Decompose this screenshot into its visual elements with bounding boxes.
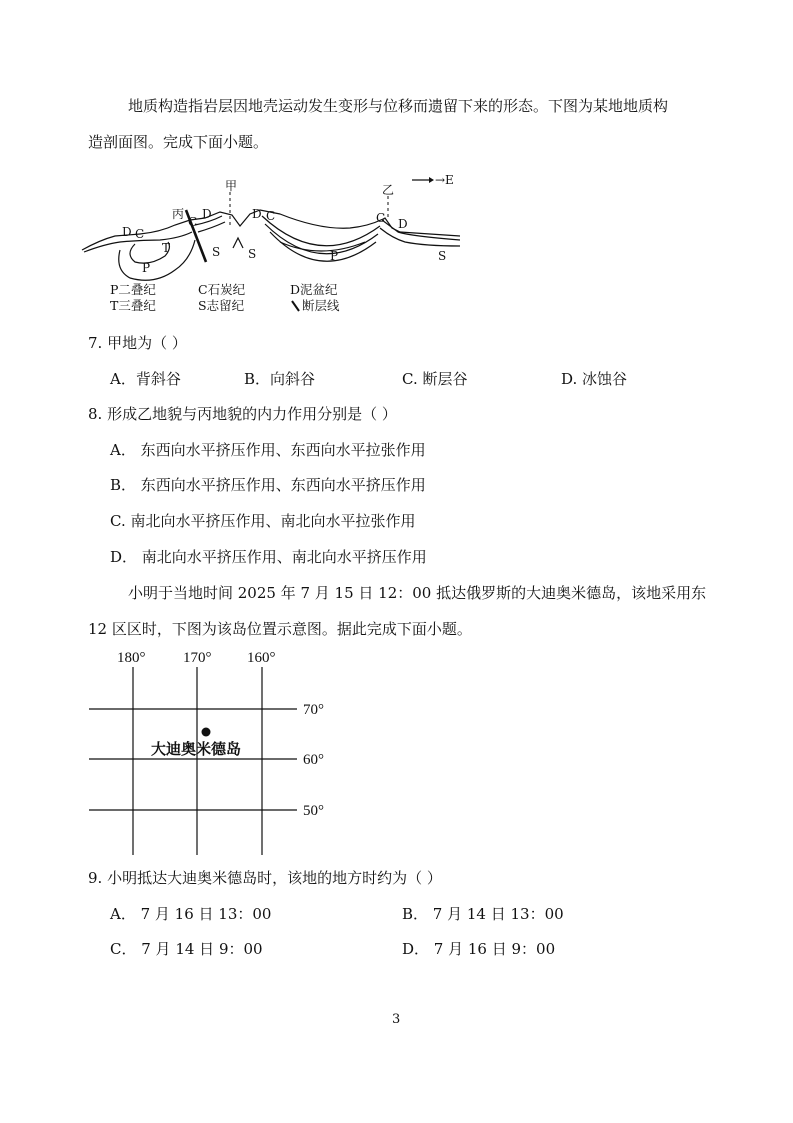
island-label: 大迪奥米德岛 (151, 740, 242, 758)
island-location-dot (202, 728, 211, 737)
intro-paragraph-line-2: 造剖面图。完成下面小题。 (88, 133, 269, 151)
question-9-option-d: D． 7 月 16 日 9：00 (402, 940, 556, 958)
question-9-stem: 9. 小明抵达大迪奥米德岛时，该地的地方时约为（ ） (88, 869, 442, 887)
legend-fault: 断层线 (302, 298, 340, 313)
direction-label: →E (435, 173, 454, 187)
question-9-option-a: A． 7 月 16 日 13：00 (110, 905, 272, 923)
question-9-option-b: B． 7 月 14 日 13：00 (402, 905, 564, 923)
question-8-option-b: B． 东西向水平挤压作用、东西向水平挤压作用 (110, 476, 426, 494)
label-d-mid: D (202, 207, 212, 221)
latitude-label-60: 60° (303, 752, 324, 768)
question-8-option-a: A． 东西向水平挤压作用、东西向水平拉张作用 (110, 441, 426, 459)
question-8-option-c: C. 南北向水平挤压作用、南北向水平拉张作用 (110, 512, 416, 530)
intro2-paragraph-line-2: 12 区区时，下图为该岛位置示意图。据此完成下面小题。 (88, 620, 472, 638)
island-location-map (85, 645, 345, 860)
label-yi: 乙 (382, 183, 395, 197)
label-p-right: P (330, 249, 339, 263)
question-7-option-a: A．背斜谷 (110, 370, 181, 388)
legend-d: D泥盆纪 (290, 282, 338, 297)
longitude-label-180: 180° (117, 650, 146, 666)
label-jia: 甲 (225, 179, 238, 193)
question-7-option-d: D. 冰蚀谷 (561, 370, 628, 388)
intro-paragraph-line-1: 地质构造指岩层因地壳运动发生变形与位移而遗留下来的形态。下图为某地地质构 (128, 97, 669, 115)
geology-cross-section (80, 170, 480, 320)
longitude-label-170: 170° (183, 650, 212, 666)
label-c-left: C (135, 227, 145, 241)
intro2-paragraph-line-1: 小明于当地时间 2025 年 7 月 15 日 12：00 抵达俄罗斯的大迪奥米德岛，该地采用东 (128, 584, 707, 602)
label-d-right: D (252, 207, 262, 221)
label-s-2: S (248, 247, 257, 261)
page-number: 3 (392, 1012, 401, 1027)
question-7-stem: 7. 甲地为（ ） (88, 334, 187, 352)
label-bing: 丙 (172, 207, 185, 221)
question-7-option-b: B．向斜谷 (244, 370, 316, 388)
question-9-option-c: C． 7 月 14 日 9：00 (110, 940, 263, 958)
label-s-3: S (438, 249, 447, 263)
label-p-left: P (142, 261, 151, 275)
legend-s: S志留纪 (198, 298, 245, 313)
label-c-far: C (376, 211, 386, 225)
latitude-label-50: 50° (303, 803, 324, 819)
label-t: T (162, 241, 171, 255)
label-c-right: C (266, 209, 276, 223)
label-c-mid: C (188, 215, 198, 229)
label-s-1: S (212, 245, 221, 259)
label-d-far: D (398, 217, 408, 231)
question-7-option-c: C. 断层谷 (402, 370, 468, 388)
legend-c: C石炭纪 (198, 282, 246, 297)
longitude-label-160: 160° (247, 650, 276, 666)
legend-t: T三叠纪 (110, 298, 156, 313)
label-d-left: D (122, 225, 132, 239)
question-8-option-d: D． 南北向水平挤压作用、南北向水平挤压作用 (110, 548, 427, 566)
legend-p: P二叠纪 (110, 282, 156, 297)
latitude-label-70: 70° (303, 702, 324, 718)
question-8-stem: 8. 形成乙地貌与丙地貌的内力作用分别是（ ） (88, 405, 397, 423)
legend-fault-symbol (292, 301, 299, 311)
